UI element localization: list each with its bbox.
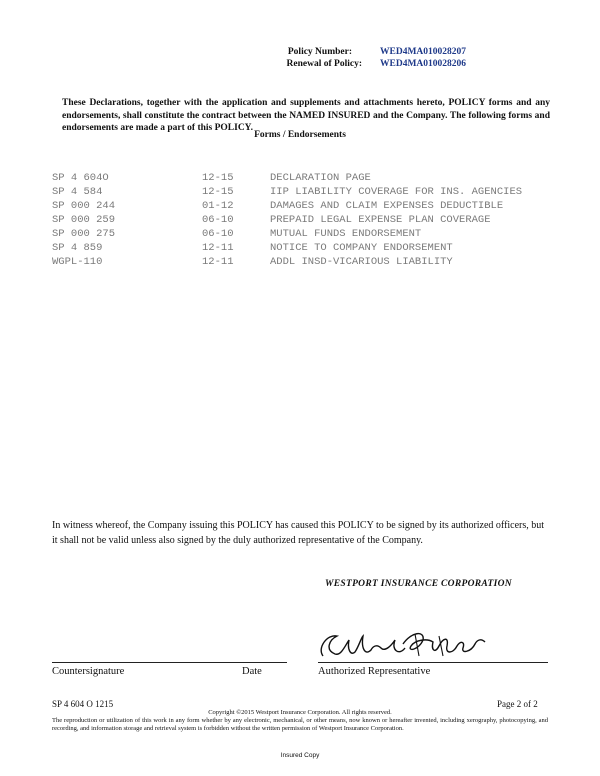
countersignature-line: [52, 662, 287, 663]
signature-image: [315, 626, 495, 666]
renewal-of-policy-value: WED4MA010028206: [380, 59, 467, 69]
form-description: DECLARATION PAGE: [270, 172, 371, 184]
form-number: SP 000 244: [52, 200, 116, 212]
form-number: SP 000 259: [52, 214, 116, 226]
form-description: IIP LIABILITY COVERAGE FOR INS. AGENCIES: [270, 186, 523, 198]
form-number: WGPL-110: [52, 256, 103, 268]
form-edition: 01-12: [202, 200, 234, 212]
insured-copy-label: Insured Copy: [280, 752, 320, 759]
form-description: NOTICE TO COMPANY ENDORSEMENT: [270, 242, 453, 254]
form-number: SP 4 584: [52, 186, 103, 198]
policy-number-label: Policy Number:: [287, 47, 352, 57]
form-number: SP 4 604O: [52, 172, 109, 184]
copyright-notice: Copyright ©2015 Westport Insurance Corporation. All rights reserved.: [208, 709, 392, 716]
form-description: PREPAID LEGAL EXPENSE PLAN COVERAGE: [270, 214, 491, 226]
policy-number-value: WED4MA010028207: [380, 47, 467, 57]
form-code: SP 4 604 O 1215: [52, 699, 114, 709]
declarations-statement: These Declarations, together with the application and supplements and attachments hereto, POLICY forms and any endorsements, shall constitute the contract between the NAMED INSURED and the Company. The following forms and endorsements are made a part of this POLICY.: [62, 98, 550, 133]
form-number: SP 4 859: [52, 242, 103, 254]
company-name: WESTPORT INSURANCE CORPORATION: [325, 579, 512, 589]
form-edition: 12-11: [202, 242, 234, 254]
form-description: MUTUAL FUNDS ENDORSEMENT: [270, 228, 422, 240]
forms-endorsements-title: Forms / Endorsements: [254, 130, 346, 140]
form-description: DAMAGES AND CLAIM EXPENSES DEDUCTIBLE: [270, 200, 504, 212]
form-edition: 06-10: [202, 228, 234, 240]
form-edition: 06-10: [202, 214, 234, 226]
countersignature-label: Countersignature: [52, 666, 125, 677]
form-edition: 12-15: [202, 172, 234, 184]
renewal-of-policy-label: Renewal of Policy:: [286, 59, 362, 69]
witness-clause: In witness whereof, the Company issuing this POLICY has caused this POLICY to be signed by its authorized officers, but it shall not be valid unless also signed by the duly authorized representative of the Company.: [52, 520, 545, 546]
reproduction-notice: The reproduction or utilization of this work in any form whether by any electronic, mechanical, or other means, now known or hereafter invented, including xerography, photocopying, and recording, and information storage and retrieval system is forbidden without the written permission of Westport Insurance Corporation.: [52, 717, 548, 733]
form-description: ADDL INSD-VICARIOUS LIABILITY: [270, 256, 453, 268]
form-number: SP 000 275: [52, 228, 116, 240]
authorized-representative-label: Authorized Representative: [318, 666, 431, 677]
page-number: Page 2 of 2: [497, 699, 538, 709]
form-edition: 12-11: [202, 256, 234, 268]
authorized-representative-line: [318, 662, 548, 663]
form-edition: 12-15: [202, 186, 234, 198]
date-label: Date: [242, 666, 262, 677]
